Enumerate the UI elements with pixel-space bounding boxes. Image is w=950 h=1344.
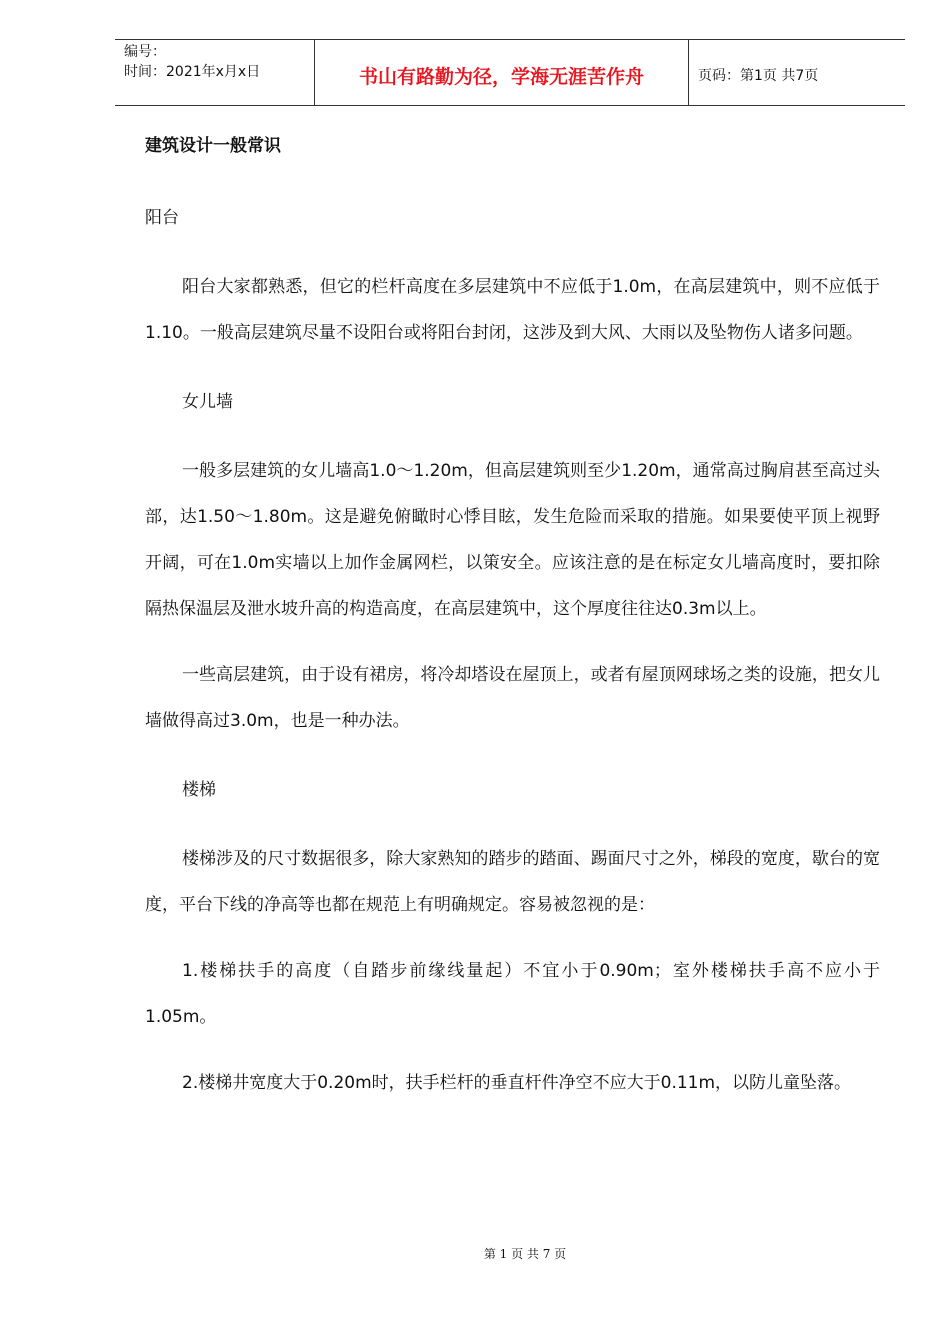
document-time-label: 时间：2021年x月x日 [124,64,261,80]
paragraph: 1.楼梯扶手的高度（自踏步前缘线量起）不宜小于0.90m；室外楼梯扶手高不应小于1.05m。 [145,961,880,1027]
paragraph: 楼梯涉及的尺寸数据很多，除大家熟知的踏步的踏面、踢面尺寸之外，梯段的宽度，歇台的宽度，平台下线的净高等也都在规范上有明确规定。容易被忽视的是： [145,849,880,915]
paragraph: 一般多层建筑的女儿墙高1.0～1.20m，但高层建筑则至少1.20m，通常高过胸肩甚至高过头部，达1.50～1.80m。这是避免俯瞰时心悸目眩，发生危险而采取的措施。如果要使平顶上视野开阔，可在1.0m实墙以上加作金属网栏，以策安全。应该注意的是在标定女儿墙高度时，要扣除隔热保温层及泄水坡升高的构造高度，在高层建筑中，这个厚度往往达0.3m以上。 [145,461,880,619]
paragraph: 阳台大家都熟悉，但它的栏杆高度在多层建筑中不应低于1.0m，在高层建筑中，则不应低于1.10。一般高层建筑尽量不设阳台或将阳台封闭，这涉及到大风、大雨以及坠物伤人诸多问题。 [145,277,880,343]
header-meta [115,40,315,105]
section-heading-balcony: 阳台 [145,208,179,228]
page-footer: 第 1 页 共 7 页 [483,1247,567,1261]
section-heading-parapet: 女儿墙 [182,392,233,412]
paragraph: 2.楼梯井宽度大于0.20m时，扶手栏杆的垂直杆件净空不应大于0.11m，以防儿童坠落。 [182,1073,852,1093]
document-number-label: 编号： [124,44,166,60]
header-page-info: 页码：第1页 共7页 [698,67,819,84]
document-title: 建筑设计一般常识 [145,136,281,156]
section-heading-stairs: 楼梯 [182,780,216,800]
document-body [145,130,880,1106]
header-motto: 书山有路勤为径，学海无涯苦作舟 [315,40,689,105]
paragraph: 一些高层建筑，由于设有裙房，将冷却塔设在屋顶上，或者有屋顶网球场之类的设施，把女儿墙做得高过3.0m，也是一种办法。 [145,665,880,731]
page-header [115,39,905,106]
